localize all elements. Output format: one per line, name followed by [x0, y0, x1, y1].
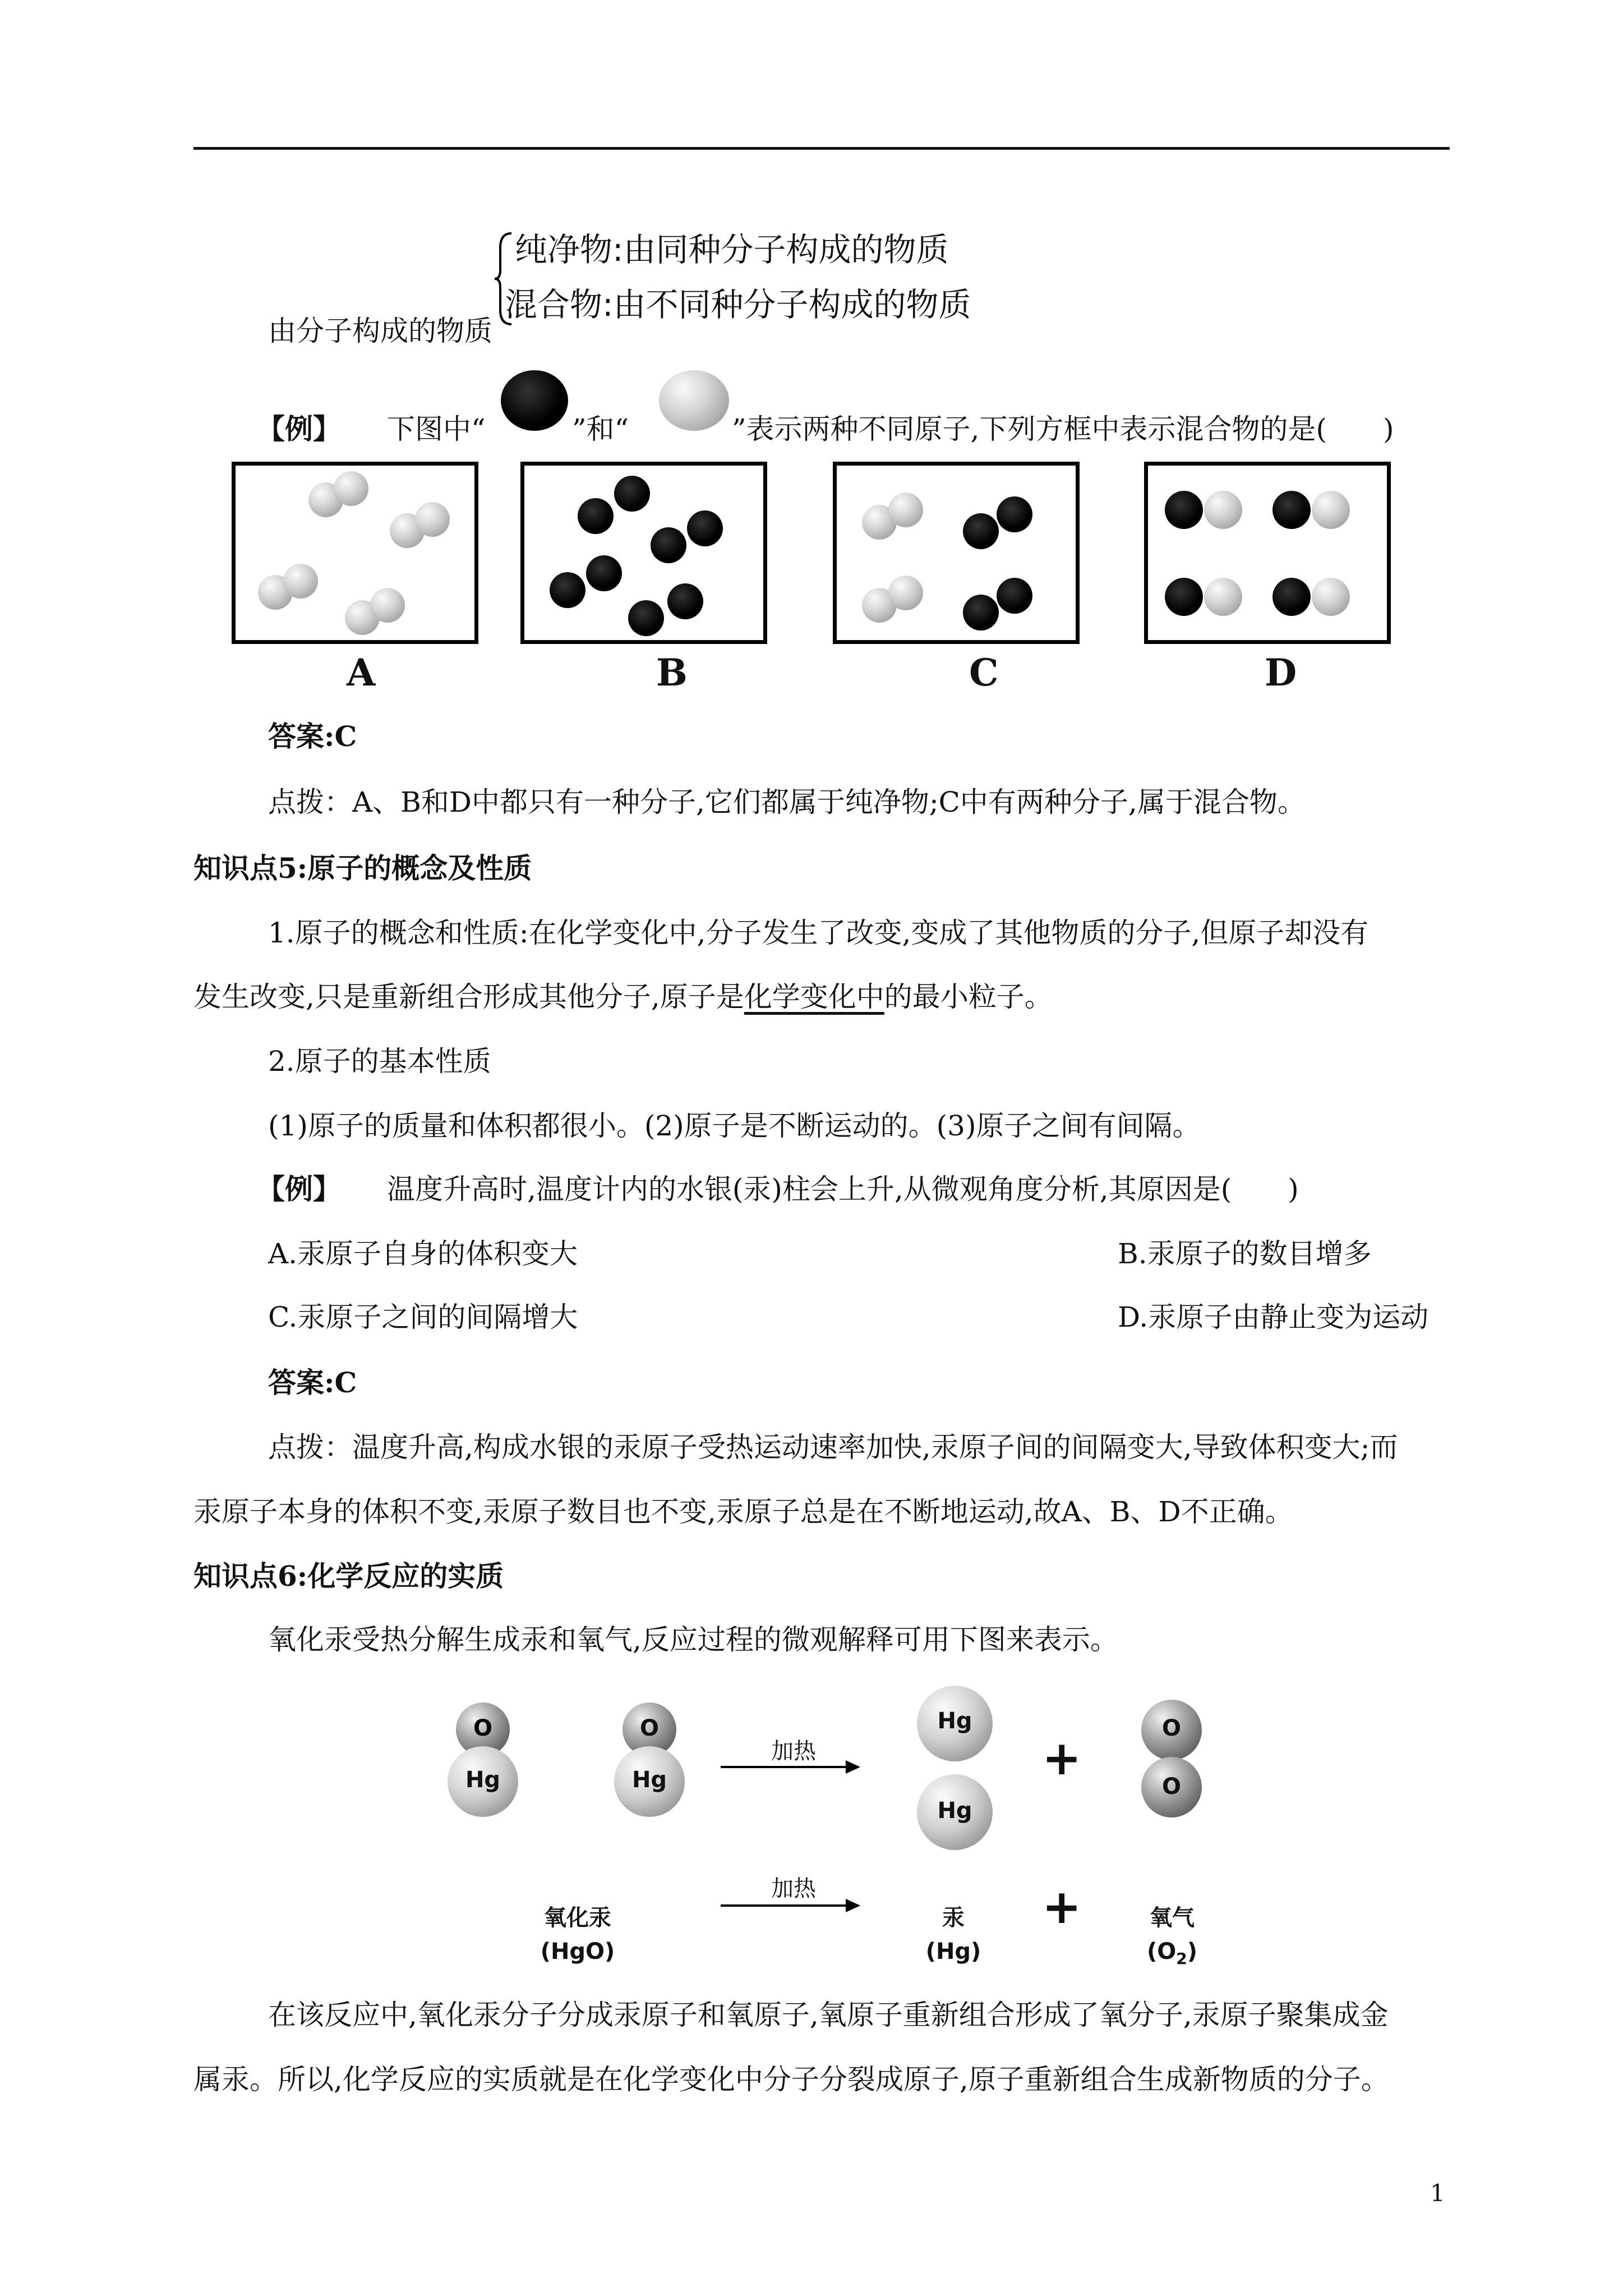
black-atom: [667, 583, 703, 619]
option-box-d: [1144, 462, 1391, 644]
example2-option-c: C.汞原子之间的间隔增大: [268, 1301, 578, 1333]
reactant-formula-label: (HgO): [540, 1939, 615, 1964]
example2-tag: 【例】: [257, 1172, 341, 1205]
black-atom: [1165, 578, 1203, 616]
black-atom: [687, 510, 723, 546]
black-atom: [997, 496, 1032, 532]
box-label-b: B: [656, 651, 688, 694]
mixture-definition: 混合物:由不同种分子构成的物质: [505, 286, 971, 324]
pure-substance-definition: 纯净物:由同种分子构成的物质: [515, 231, 949, 269]
section5-p1-line1: 1.原子的概念和性质:在化学变化中,分子发生了改变,变成了其他物质的分子,但原子却没有: [268, 917, 1369, 949]
example1-answer: 答案:C: [268, 720, 357, 753]
plus-icon: +: [1042, 1879, 1082, 1934]
gray-atom: [888, 576, 923, 610]
black-atom: [628, 600, 664, 636]
section6-conclusion-line2: 属汞。所以,化学反应的实质就是在化学变化中分子分裂成原子,原子重新组合生成新物质的分子。: [193, 2063, 1389, 2096]
black-atom: [963, 595, 999, 631]
black-atom: [550, 572, 585, 608]
black-atom: [651, 527, 686, 563]
gray-atom: [1312, 491, 1350, 529]
example2-option-b: B.汞原子的数目增多: [1118, 1237, 1372, 1270]
example1-tag: 【例】: [257, 412, 341, 445]
header-rule: [193, 147, 1450, 150]
box-label-a: A: [347, 651, 376, 694]
product2-formula-label: [1127, 1935, 1217, 1975]
product2-name-label: 氧气: [1150, 1905, 1195, 1931]
gray-atom: [370, 588, 405, 623]
gray-atom: [283, 564, 318, 599]
option-box-b: [520, 462, 767, 644]
section6-intro: 氧化汞受热分解生成汞和氧气,反应过程的微观解释可用下图来表示。: [268, 1623, 1118, 1656]
atom-label-hg: Hg: [937, 1708, 972, 1734]
gray-atom: [1204, 491, 1242, 529]
heat-label: 加热: [771, 1876, 816, 1902]
example1-text-c: ”表示两种不同原子,下列方框中表示混合物的是( ): [732, 413, 1394, 445]
black-atom: [1272, 491, 1311, 529]
formula-subscript: 2: [1176, 1949, 1187, 1968]
atom-label-hg: Hg: [937, 1798, 972, 1824]
black-atom: [614, 476, 650, 512]
atom-label-hg: Hg: [631, 1767, 667, 1793]
black-atom-legend: [501, 370, 568, 431]
black-atom: [1272, 578, 1311, 616]
example1-text-b: ”和“: [572, 413, 629, 445]
page-number: 1: [1430, 2179, 1445, 2207]
black-atom: [586, 555, 622, 591]
black-atom: [963, 513, 999, 549]
gray-atom: [1312, 578, 1350, 616]
example2-option-a: A.汞原子自身的体积变大: [268, 1237, 578, 1270]
heat-label: 加热: [771, 1738, 816, 1764]
formula-post: ): [1187, 1939, 1198, 1964]
option-box-c: [833, 462, 1080, 644]
section5-p1-line2-post: 的最小粒子。: [884, 981, 1053, 1013]
black-atom: [997, 578, 1032, 614]
gray-atom-legend: [659, 370, 729, 431]
gray-atom: [888, 493, 923, 527]
example1-text-a: 下图中“: [387, 413, 486, 445]
example2-hint-line1: 点拨：温度升高,构成水银的汞原子受热运动速率加快,汞原子间的间隔变大,导致体积变大;而: [268, 1431, 1398, 1464]
formula-pre: (O: [1146, 1939, 1177, 1964]
section5-heading: 知识点5:原子的概念及性质: [193, 852, 532, 885]
atom-label-o: O: [473, 1715, 492, 1741]
atom-label-hg: Hg: [465, 1767, 501, 1793]
atom-label-o: O: [639, 1715, 659, 1741]
section6-heading: 知识点6:化学反应的实质: [193, 1559, 504, 1593]
example2-hint-line2: 汞原子本身的体积不变,汞原子数目也不变,汞原子总是在不断地运动,故A、B、D不正确。: [193, 1496, 1293, 1528]
reaction-arrow-icon: [721, 1766, 858, 1768]
example2-question: 温度升高时,温度计内的水银(汞)柱会上升,从微观角度分析,其原因是( ): [387, 1173, 1299, 1205]
example2-answer: 答案:C: [268, 1366, 357, 1399]
gray-atom: [415, 502, 450, 537]
product1-name-label: 汞: [942, 1905, 965, 1931]
gray-atom: [334, 471, 368, 506]
section6-conclusion-line1: 在该反应中,氧化汞分子分成汞原子和氧原子,氧原子重新组合形成了氧分子,汞原子聚集成金: [268, 1999, 1389, 2031]
black-atom: [1165, 491, 1203, 529]
option-box-a: [232, 462, 478, 644]
reactant-name-label: 氧化汞: [544, 1905, 611, 1931]
section5-p1-line2: [193, 980, 1053, 1014]
molecular-substance-label: 由分子构成的物质: [268, 315, 492, 347]
section5-p2: 2.原子的基本性质: [268, 1045, 491, 1078]
box-label-c: C: [969, 651, 999, 694]
example1-hint: 点拨：A、B和D中都只有一种分子,它们都属于纯净物;C中有两种分子,属于混合物。: [268, 786, 1306, 818]
atom-label-o: O: [1161, 1774, 1181, 1800]
section5-p1-line2-underlined: 化学变化中: [744, 981, 884, 1013]
section5-p3: (1)原子的质量和体积都很小。(2)原子是不断运动的。(3)原子之间有间隔。: [268, 1110, 1201, 1142]
box-label-d: D: [1265, 651, 1297, 694]
gray-atom: [1204, 578, 1242, 616]
black-atom: [578, 498, 614, 534]
atom-label-o: O: [1161, 1715, 1181, 1741]
reaction-arrow-icon: [721, 1904, 858, 1907]
product1-formula-label: (Hg): [925, 1939, 981, 1964]
section5-p1-line2-pre: 发生改变,只是重新组合形成其他分子,原子是: [193, 981, 744, 1013]
plus-icon: +: [1042, 1731, 1082, 1786]
example2-option-d: D.汞原子由静止变为运动: [1118, 1301, 1429, 1333]
